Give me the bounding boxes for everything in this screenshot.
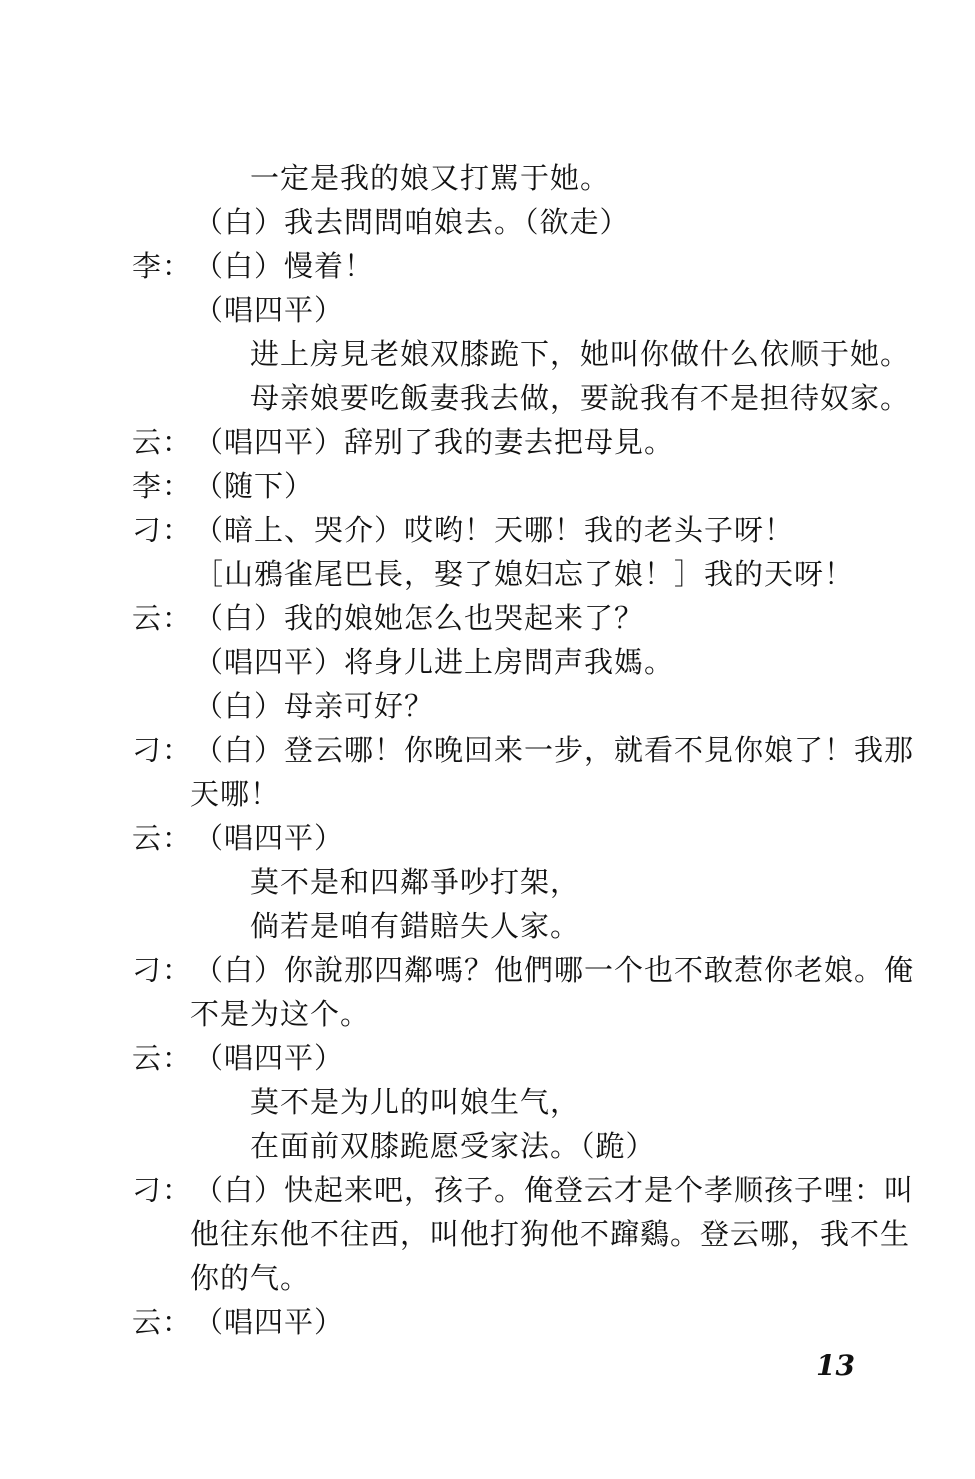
- speaker-label: 云：: [132, 601, 193, 635]
- script-line: ［山鴉雀尾巴長，娶了媳妇忘了娘！］我的天呀！: [194, 557, 855, 591]
- script-line: 李： （白）慢着！: [194, 246, 374, 286]
- script-line: 不是为这个。: [190, 997, 371, 1031]
- speaker-label: 云：: [132, 1041, 193, 1075]
- speaker-label: 云：: [132, 1305, 193, 1339]
- script-line: 刁： （白）登云哪！你晚回来一步，就看不見你娘了！我那: [194, 730, 914, 770]
- script-line: 倘若是咱有錯賠失人家。: [250, 909, 581, 943]
- speaker-label: 云：: [132, 821, 193, 855]
- speaker-label: 刁：: [132, 1173, 193, 1207]
- script-line: （白）母亲可好？: [194, 689, 435, 723]
- script-line: 在面前双膝跪愿受家法。（跪）: [250, 1129, 656, 1163]
- script-line: （唱四平）: [194, 293, 345, 327]
- script-line: 你的气。: [190, 1261, 311, 1295]
- script-line: 进上房見老娘双膝跪下，她叫你做什么依顺于她。: [250, 337, 911, 371]
- script-line: （白）我去問問咱娘去。（欲走）: [194, 205, 630, 239]
- script-line: 莫不是为儿的叫娘生气，: [250, 1085, 581, 1119]
- script-line: 他往东他不往西，叫他打狗他不蹿鷄。登云哪，我不生: [190, 1217, 911, 1251]
- speaker-label: 刁：: [132, 513, 193, 547]
- script-line: 天哪！: [190, 777, 281, 811]
- script-line: 云： （唱四平）: [194, 1302, 344, 1342]
- speaker-label: 刁：: [132, 733, 193, 767]
- script-line: 云： （白）我的娘她怎么也哭起来了？: [194, 598, 644, 638]
- speaker-label: 李：: [132, 469, 193, 503]
- script-line: （唱四平）将身儿进上房問声我媽。: [194, 645, 675, 679]
- script-line: 云： （唱四平）辞别了我的妻去把母見。: [194, 422, 674, 462]
- script-line: 一定是我的娘又打駡于她。: [250, 161, 611, 195]
- script-line: 刁： （暗上、哭介）哎哟！天哪！我的老头子呀！: [194, 510, 794, 550]
- script-line: 云： （唱四平）: [194, 818, 344, 858]
- page-number: 13: [816, 1349, 855, 1382]
- script-line: 母亲娘要吃飯妻我去做，要說我有不是担待奴家。: [250, 381, 911, 415]
- script-line: 李： （随下）: [194, 466, 314, 506]
- script-line: 莫不是和四鄰爭吵打架，: [250, 865, 581, 899]
- script-line: 刁： （白）你說那四鄰嗎？他們哪一个也不敢惹你老娘。俺: [194, 950, 914, 990]
- script-line: 云： （唱四平）: [194, 1038, 344, 1078]
- script-line: 刁： （白）快起来吧，孩子。俺登云才是个孝顺孩子哩：叫: [194, 1170, 914, 1210]
- speaker-label: 李：: [132, 249, 193, 283]
- speaker-label: 刁：: [132, 953, 193, 987]
- speaker-label: 云：: [132, 425, 193, 459]
